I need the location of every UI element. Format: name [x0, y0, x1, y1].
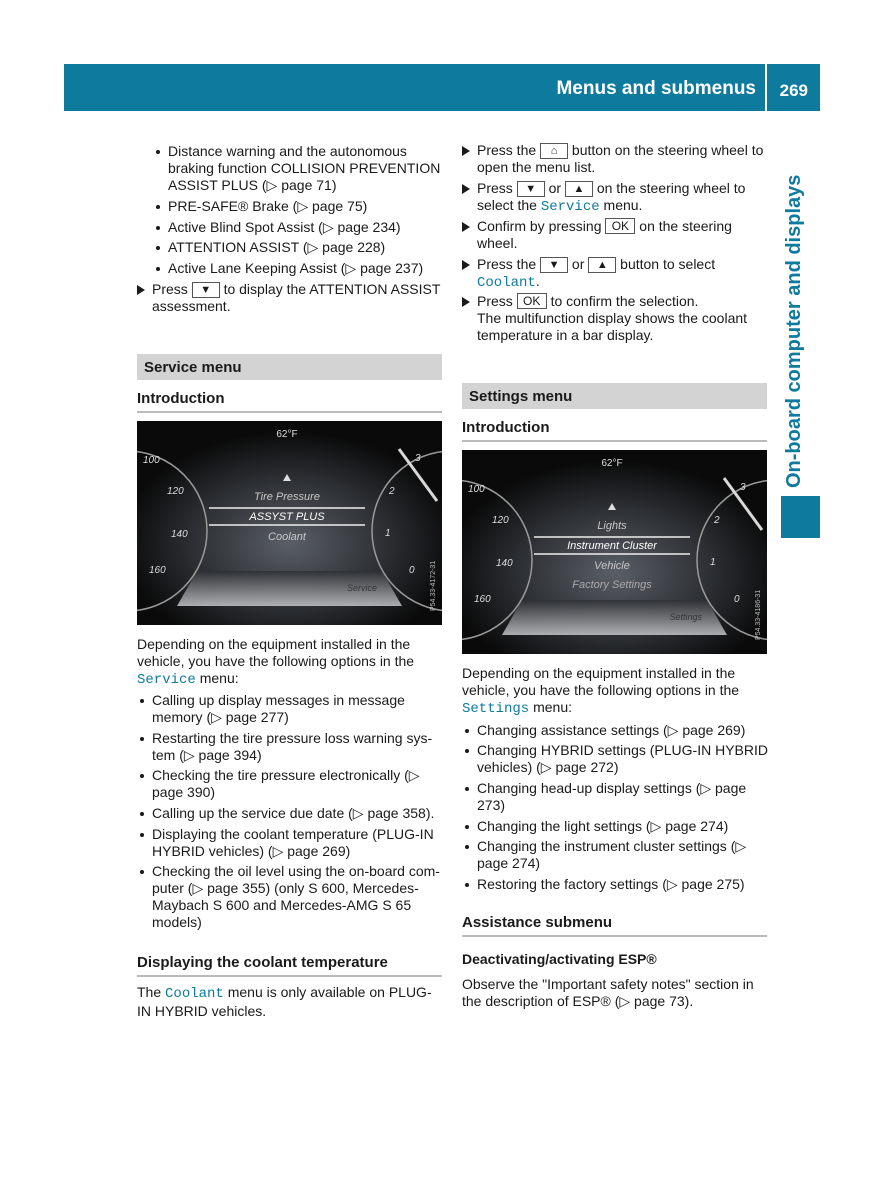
temp-readout: 62°F [601, 458, 623, 469]
bullet-icon [465, 845, 469, 849]
list-item: Distance warning and the autonomous braking function COLLISION PREVENTION ASSIST PLUS (▷ page 71) [153, 143, 443, 194]
bullet-icon [156, 150, 160, 154]
display-menu-item: Tire Pressure [254, 491, 320, 503]
speed-scale-label: 160 [149, 565, 166, 576]
power-scale-label: 2 [389, 486, 395, 497]
section-heading: Service menu [137, 354, 442, 380]
power-scale-label: 0 [409, 565, 415, 576]
power-scale-label: 1 [385, 528, 391, 539]
bullet-icon [465, 825, 469, 829]
home-key-icon: ⌂ [540, 143, 568, 159]
step-arrow-icon [462, 146, 470, 156]
heading-rule [137, 975, 442, 977]
down-key-icon: ▼ [540, 257, 568, 273]
list-item: Changing assistance settings (▷ page 269) [462, 722, 770, 739]
chapter-tab-marker [781, 496, 820, 538]
list-item: Changing the light settings (▷ page 274) [462, 818, 770, 835]
power-scale-label: 3 [415, 453, 421, 464]
step-arrow-icon [462, 297, 470, 307]
service-menu-display-photo [137, 421, 442, 625]
heading-rule [462, 440, 767, 442]
speed-scale-label: 140 [171, 529, 188, 540]
list-item: PRE-SAFE® Brake (▷ page 75) [153, 198, 443, 215]
up-key-icon: ▲ [565, 181, 593, 197]
subsection-heading: Displaying the coolant temperature [137, 954, 388, 971]
instruction-step: Confirm by pressing OK on the steering wheel. [462, 218, 770, 252]
step-arrow-icon [462, 260, 470, 270]
page-header [64, 64, 820, 111]
list-item: Calling up display messages in message memory (▷ page 277) [137, 692, 443, 726]
instruction-step: Press the ⌂ button on the steering wheel to open the menu list. [462, 142, 770, 176]
display-menu-item: Coolant [268, 531, 306, 543]
list-item: Changing HYBRID settings (PLUG-IN HYBRID vehicles) (▷ page 272) [462, 742, 770, 776]
page-number: 269 [779, 81, 808, 100]
display-menu-item-selected: ASSYST PLUS [249, 511, 325, 523]
bullet-icon [465, 883, 469, 887]
list-item: Active Blind Spot Assist (▷ page 234) [153, 219, 443, 236]
bullet-icon [465, 749, 469, 753]
instruction-step: Press OK to confirm the selection. The multifunction display shows the coolant temperature in a bar display. [462, 293, 770, 344]
paragraph: Depending on the equipment installed in the vehicle, you have the following options in the Service menu: [137, 636, 415, 688]
power-scale-label: 0 [734, 594, 740, 605]
list-item: Changing head-up display settings (▷ page 273) [462, 780, 770, 814]
bullet-icon [156, 226, 160, 230]
list-item: Changing the instrument cluster settings (▷ page 274) [462, 838, 770, 872]
subsection-heading: Introduction [137, 390, 225, 407]
instruction-step: Press ▼ or ▲ on the steering wheel to select the Service menu. [462, 180, 770, 216]
instruction-step: Press the ▼ or ▲ button to select Coolant. [462, 256, 770, 292]
speed-scale-label: 120 [492, 515, 509, 526]
instruction-step: Press ▼ to display the ATTENTION ASSIST assessment. [137, 281, 443, 315]
section-title: Menus and submenus [556, 78, 756, 99]
power-scale-label: 3 [740, 482, 746, 493]
bullet-icon [465, 787, 469, 791]
topic-heading: Deactivating/activating ESP® [462, 951, 657, 967]
bullet-icon [156, 205, 160, 209]
ok-key-icon: OK [605, 218, 635, 234]
bullet-icon [156, 246, 160, 250]
menu-name: Coolant [477, 275, 536, 291]
bullet-icon [140, 774, 144, 778]
chapter-tab-label: On-board computer and displays [783, 174, 805, 488]
photo-code: P54.33-4186-31 [755, 589, 762, 640]
list-item: Checking the oil level using the on-board com-puter (▷ page 355) (only S 600, Mercedes-Maybach S 600 and Mercedes-AMG S 65 models) [137, 863, 443, 931]
step-arrow-icon [137, 285, 145, 295]
list-item: Calling up the service due date (▷ page 358). [137, 805, 443, 822]
list-item: Checking the tire pressure electronically (▷ page 390) [137, 767, 443, 801]
speed-scale-label: 160 [474, 594, 491, 605]
speed-scale-label: 100 [468, 484, 485, 495]
bullet-icon [140, 833, 144, 837]
paragraph: Depending on the equipment installed in the vehicle, you have the following options in the Settings menu: [462, 665, 740, 717]
power-scale-label: 1 [710, 557, 716, 568]
step-arrow-icon [462, 184, 470, 194]
display-corner-label: Settings [669, 612, 702, 622]
speed-scale-label: 120 [167, 486, 184, 497]
step-arrow-icon [462, 222, 470, 232]
display-menu-item: Vehicle [594, 560, 630, 572]
bullet-icon [156, 267, 160, 271]
speed-scale-label: 100 [143, 455, 160, 466]
bullet-icon [140, 812, 144, 816]
bullet-icon [140, 870, 144, 874]
paragraph: Observe the "Important safety notes" section in the description of ESP® (▷ page 73). [462, 976, 754, 1009]
heading-rule [462, 935, 767, 937]
display-menu-item-selected: Instrument Cluster [567, 540, 657, 552]
display-menu-item: Factory Settings [572, 579, 652, 591]
list-item: Active Lane Keeping Assist (▷ page 237) [153, 260, 443, 277]
subsection-heading: Assistance submenu [462, 914, 613, 931]
heading-rule [137, 411, 442, 413]
subsection-heading: Introduction [462, 419, 550, 436]
display-menu-item: Lights [597, 520, 627, 532]
display-corner-label: Service [346, 583, 377, 593]
list-item: ATTENTION ASSIST (▷ page 228) [153, 239, 443, 256]
bullet-icon [465, 729, 469, 733]
bullet-icon [140, 699, 144, 703]
speed-scale-label: 140 [496, 558, 513, 569]
list-item: Restarting the tire pressure loss warning sys-tem (▷ page 394) [137, 730, 443, 764]
paragraph: The Coolant menu is only available on PLUG-IN HYBRID vehicles. [137, 984, 432, 1019]
menu-name: Service [540, 199, 600, 215]
photo-code: P54.33-4172-31 [430, 560, 437, 611]
menu-name: Settings [462, 701, 530, 717]
temp-readout: 62°F [276, 429, 298, 440]
header-divider [765, 64, 767, 111]
settings-menu-display-photo [462, 450, 767, 654]
bullet-icon [140, 737, 144, 741]
menu-name: Service [137, 672, 196, 688]
list-item: Displaying the coolant temperature (PLUG-IN HYBRID vehicles) (▷ page 269) [137, 826, 443, 860]
section-heading: Settings menu [462, 383, 767, 409]
down-key-icon: ▼ [517, 181, 545, 197]
up-key-icon: ▲ [588, 257, 616, 273]
menu-name: Coolant [165, 986, 224, 1002]
ok-key-icon: OK [517, 293, 547, 309]
list-item: Restoring the factory settings (▷ page 275) [462, 876, 770, 893]
power-scale-label: 2 [714, 515, 720, 526]
down-key-icon: ▼ [192, 282, 220, 298]
